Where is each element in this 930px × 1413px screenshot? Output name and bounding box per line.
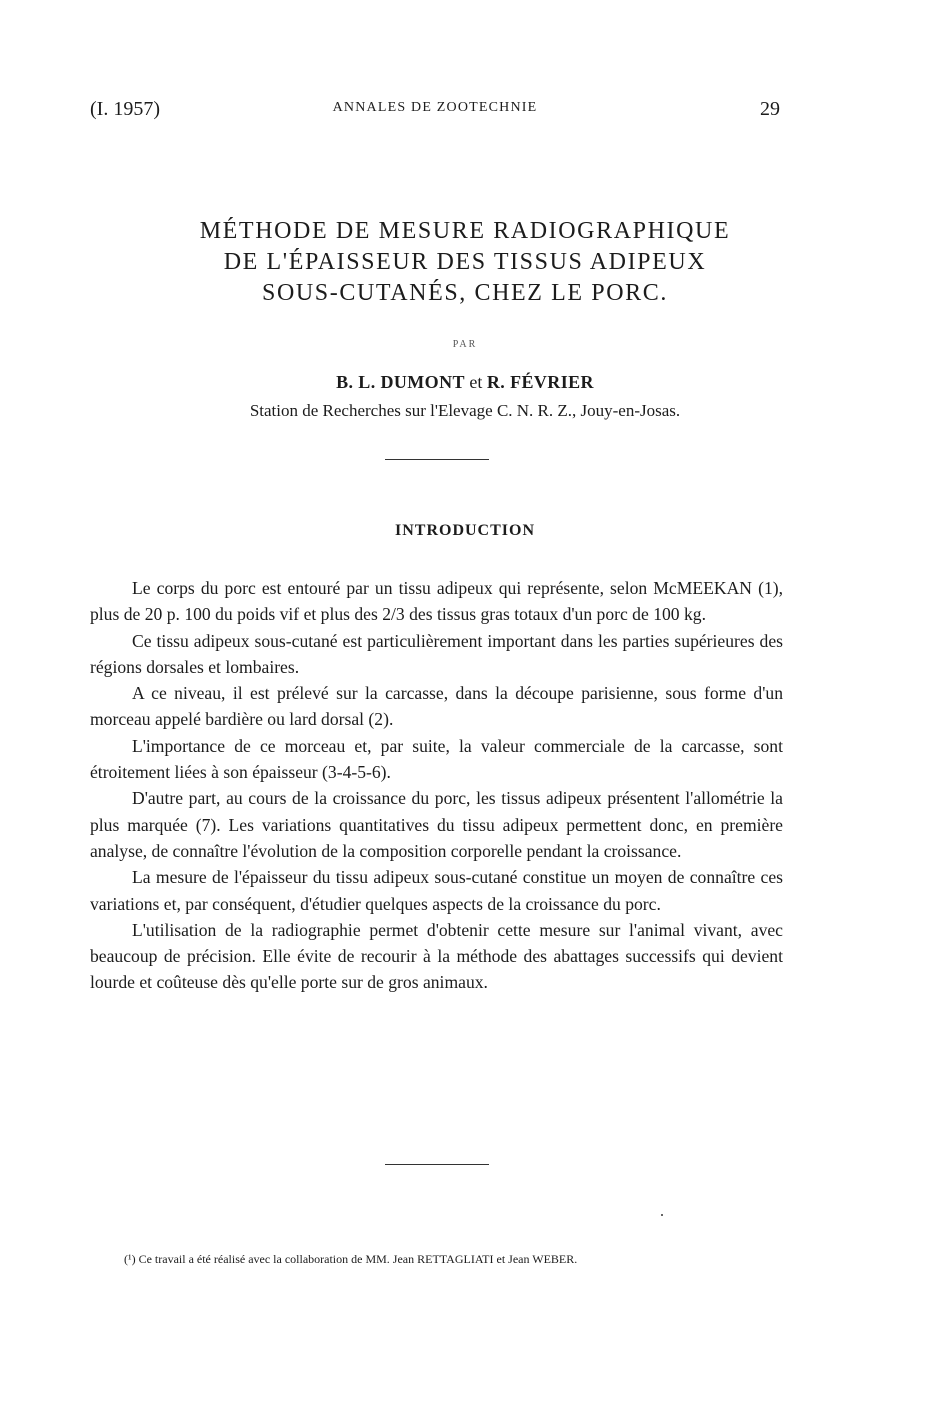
journal-name: ANNALES DE ZOOTECHNIE [332,100,538,115]
affiliation: Station de Recherches sur l'Elevage C. N. R. Z., Jouy-en-Josas. [249,401,681,420]
byline-par: PAR [452,339,478,350]
paragraph-3: A ce niveau, il est prélevé sur la carcasse, dans la découpe parisienne, sous forme d'un morceau appelé bardière ou lard dorsal (2). [90,683,783,730]
paragraph-4: L'importance de ce morceau et, par suite, la valeur commerciale de la carcasse, sont étroitement liées à son épaisseur (3-4-5-6). [90,735,783,783]
paragraph-5: D'autre part, au cours de la croissance du porc, les tissus adipeux présentent l'allométrie la plus marquée (7). Les variations quantitatives du tissu adipeux permettent donc, en première analyse, de connaître l'évolution de la composition corporelle pendant la croissance. [90,788,783,861]
authors [0,372,930,393]
author-conjunction: et [464,372,487,392]
paragraph-7: L'utilisation de la radiographie permet d'obtenir cette mesure sur l'animal vivant, avec beaucoup de précision. Elle évite de recourir à la méthode des abattages successifs qui devient lourde et coûteuse dès qu'elle porte sur de gros animaux. [90,919,783,993]
author-fevrier: R. FÉVRIER [486,372,594,392]
paragraph-1: Le corps du porc est entouré par un tissu adipeux qui représente, selon McMEEKAN (1), plus de 20 p. 100 du poids vif et plus des 2/3 des tissus gras totaux d'un porc de 100 kg. [90,578,783,625]
separator-rule-top [385,459,489,460]
author-dumont: B. L. DUMONT [336,372,465,392]
paragraph-2: Ce tissu adipeux sous-cutané est particulièrement important dans les parties supérieures des régions dorsales et lombaires. [90,630,783,677]
separator-rule-bottom [385,1164,489,1165]
paragraph-6: La mesure de l'épaisseur du tissu adipeux sous-cutané constitue un moyen de connaître ces variations et, par conséquent, d'étudier quelques aspects de la croissance du porc. [90,867,783,914]
page-number: 29 [760,98,780,120]
title-line-1: MÉTHODE DE MESURE RADIOGRAPHIQUE [199,218,731,244]
article-title [90,216,840,309]
footnote: (¹) Ce travail a été réalisé avec la collaboration de MM. Jean RETTAGLIATI et Jean WEBER. [124,1252,578,1266]
speck-mark [661,1214,663,1216]
section-heading-introduction: INTRODUCTION [394,522,535,539]
introduction-body [90,575,783,996]
journal-issue: (I. 1957) [90,98,160,120]
title-line-2: DE L'ÉPAISSEUR DES TISSUS ADIPEUX [223,249,707,275]
title-line-3: SOUS-CUTANÉS, CHEZ LE PORC. [262,280,668,306]
running-head [90,98,780,124]
